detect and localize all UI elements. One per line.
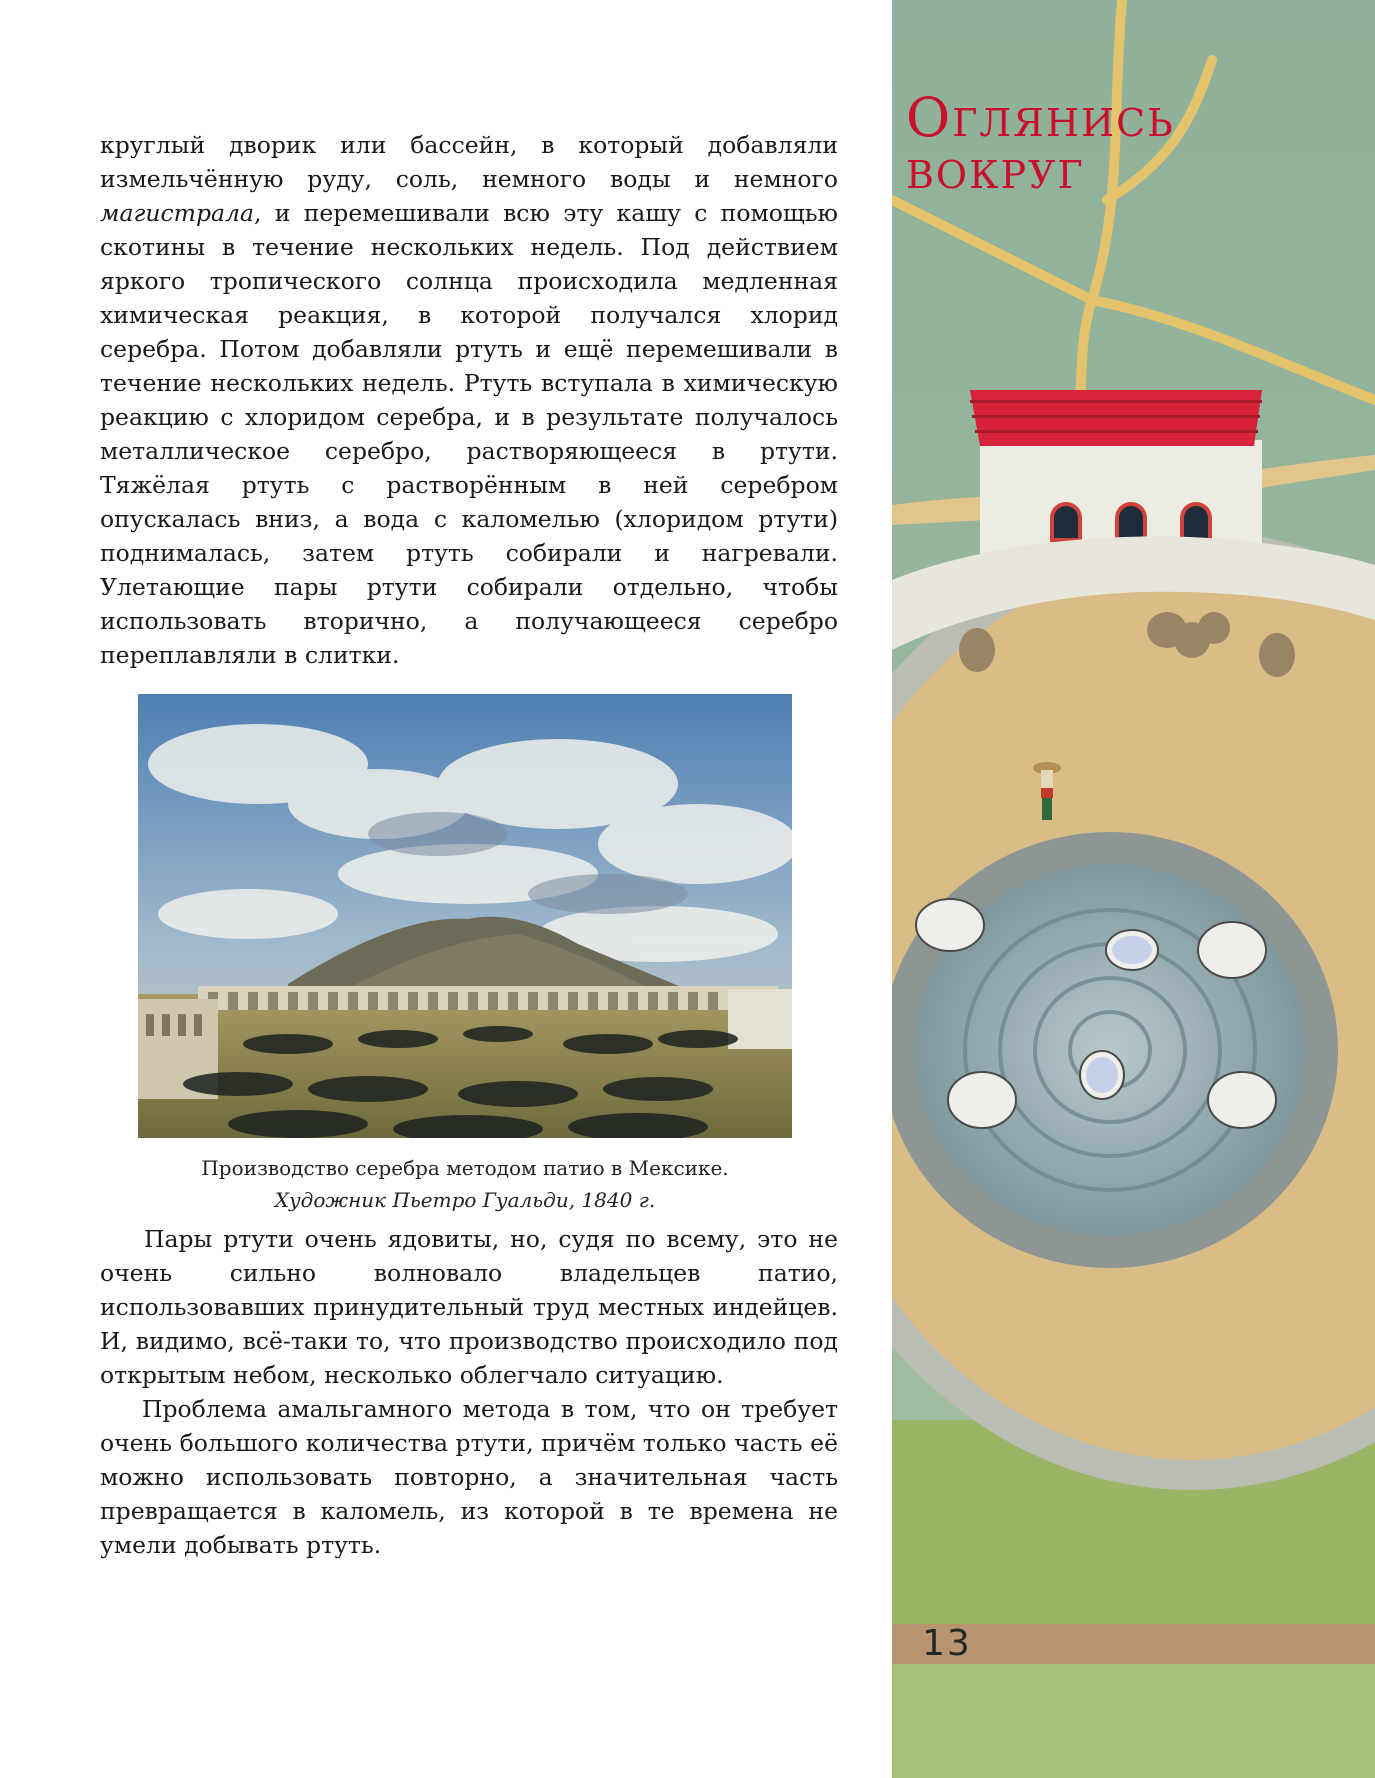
main-text-bottom: [100, 1222, 838, 1562]
page-number: 13: [922, 1623, 972, 1664]
paragraph-text: , и перемешивали всю эту кашу с помощью скотины в течение нескольких недель. Под действием яркого тропического солнца происходила медленная химическая реакция, в которой получался хлорид серебра. Потом добавляли ртуть и ещё перемешивали в течение нескольких недель. Ртуть вступала в химическую реакцию с хлоридом серебра, и в результате получалось металлическое серебро, растворяющееся в ртути. Тяжёлая ртуть с растворённым в ней серебром опускалась вниз, а вода с каломелью (хлоридом ртути) поднималась, затем ртуть собирали и нагревали. Улетающие пары ртути собирали отдельно, чтобы использовать вторично, а получающееся серебро переплавляли в слитки.: [100, 199, 838, 669]
caption-line: Производство серебра методом патио в Мексике.: [201, 1156, 729, 1180]
patio-process-painting: [138, 694, 792, 1138]
caption-credit: Художник Пьетро Гуальди, 1840 г.: [274, 1188, 656, 1212]
emphasized-term: магистрала: [100, 199, 254, 227]
patio-illustration: [892, 0, 1375, 1778]
painting-image: [138, 694, 792, 1138]
figure-caption: [138, 1152, 792, 1216]
paragraph: [100, 128, 838, 672]
sidebar-illustration: [892, 0, 1375, 1778]
section-title-line: вокруг: [906, 138, 1085, 201]
main-text-top: [100, 128, 838, 672]
paragraph-text: круглый дворик или бассейн, в который добавляли измельчённую руду, соль, немного воды и немного: [100, 131, 838, 193]
paragraph: Проблема амальгамного метода в том, что он требует очень большого количества ртути, причём только часть её можно использовать повторно, а значительная часть превращается в каломель, из которой в те времена не умели добывать ртуть.: [100, 1395, 838, 1559]
section-title: [906, 86, 1366, 201]
paragraph: Пары ртути очень ядовиты, но, судя по всему, это не очень сильно волновало владельцев патио, использовавших принудительный труд местных индейцев. И, видимо, всё-таки то, что производство происходило под открытым небом, несколько облегчало ситуацию.: [100, 1225, 838, 1389]
section-title-line: Оглянись: [906, 86, 1175, 149]
